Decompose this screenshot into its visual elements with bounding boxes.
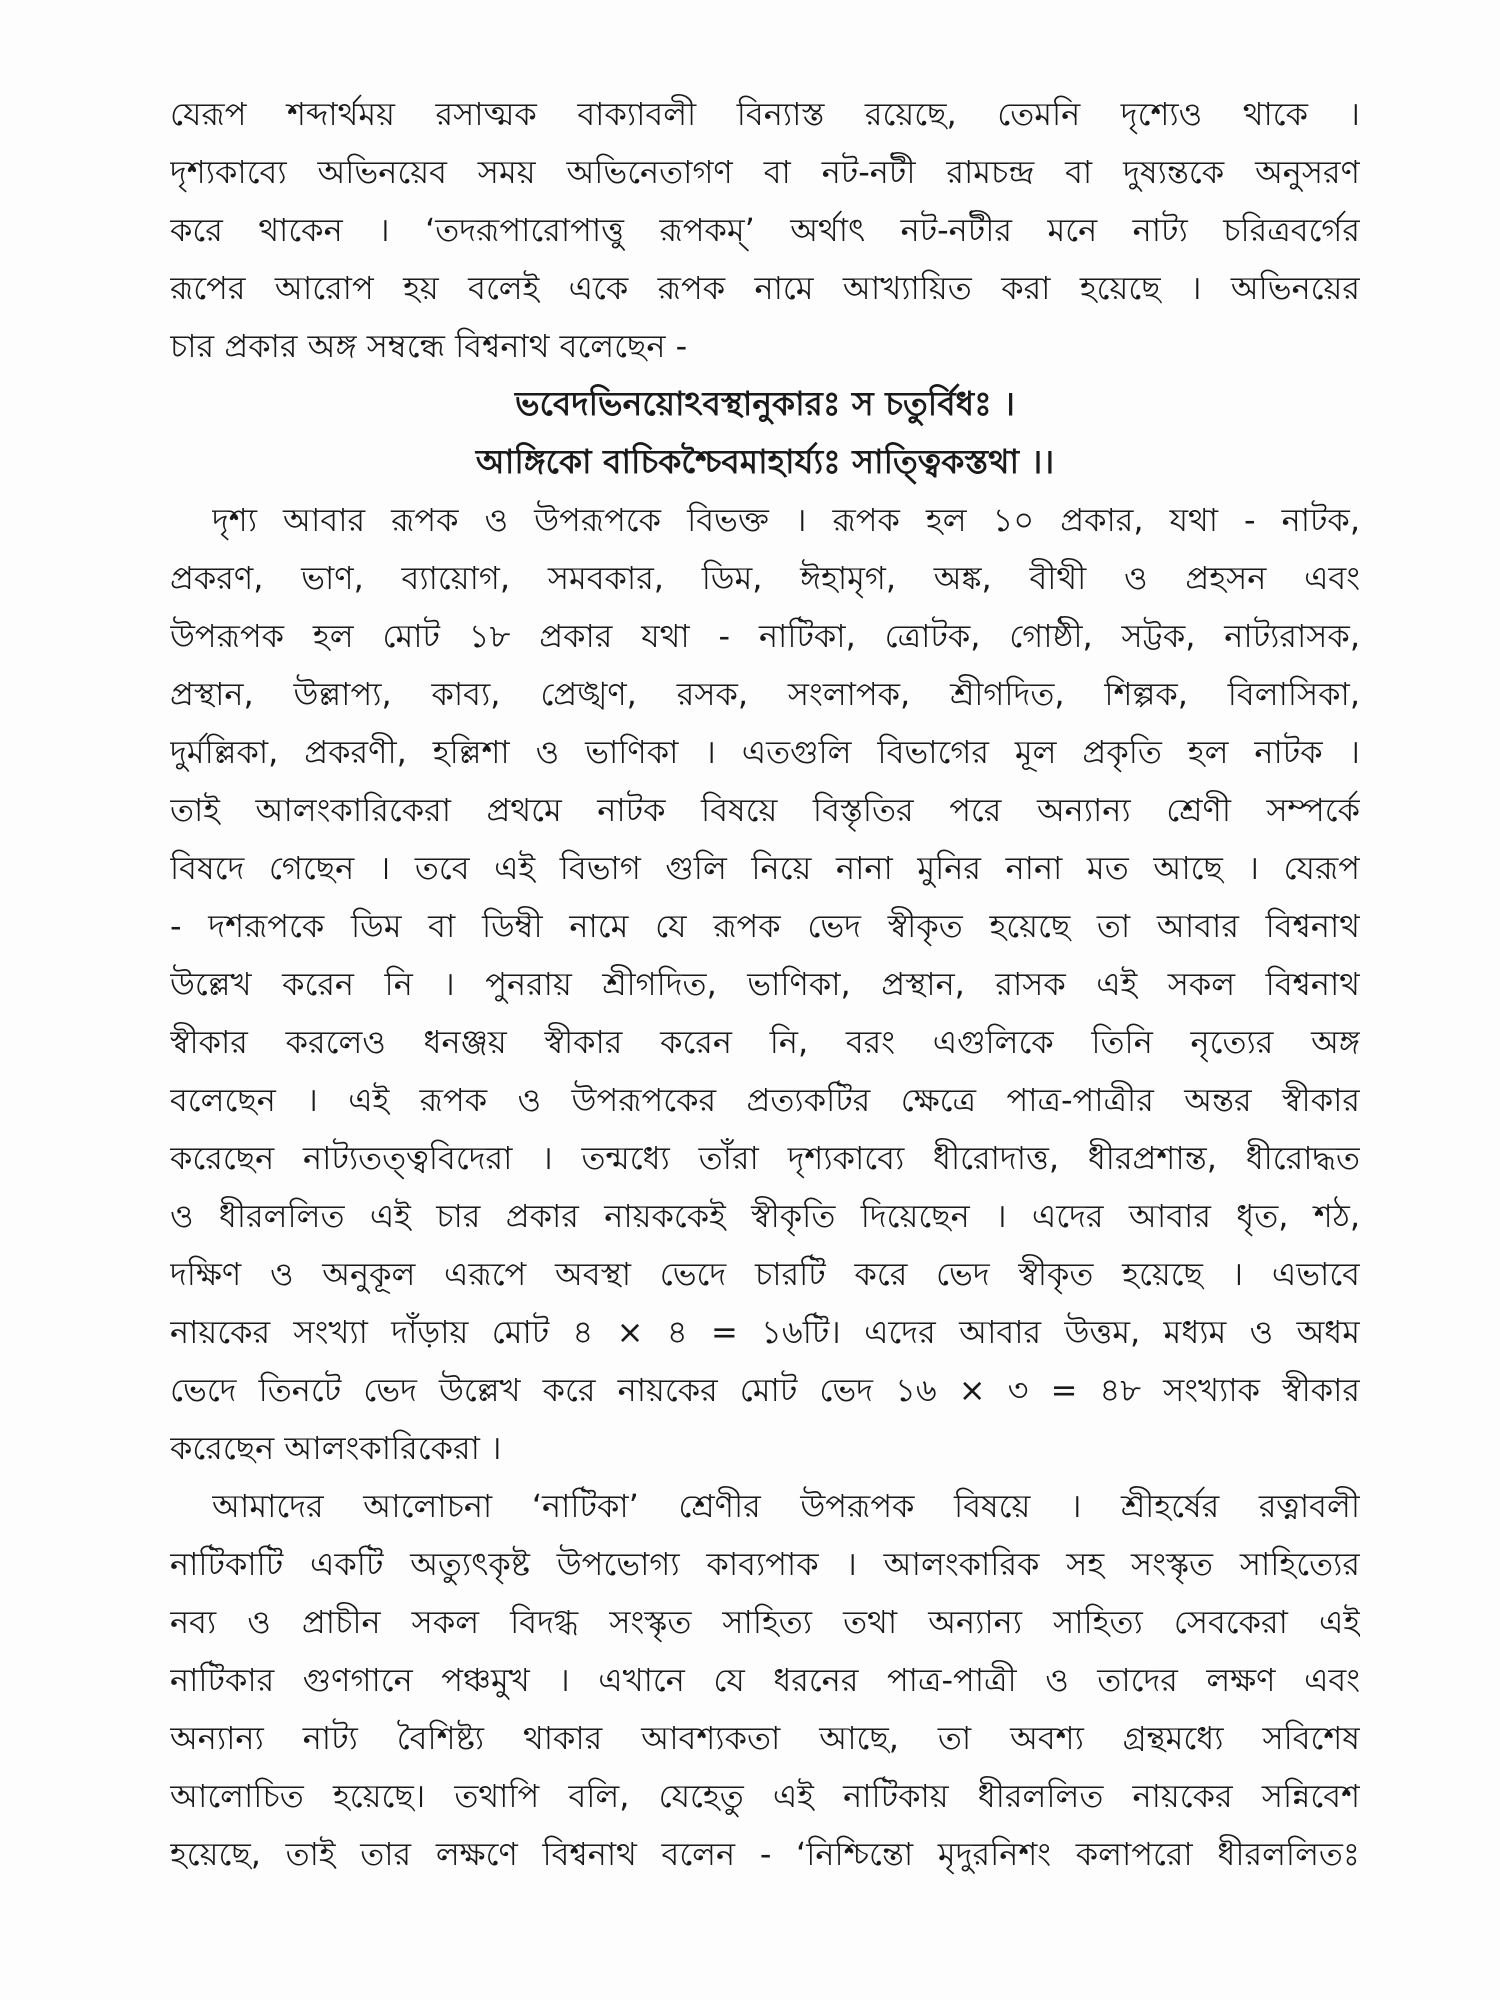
text-line: করেছেন আলংকারিকেরা ।	[170, 1429, 502, 1467]
text-line: ভেদে তিনটে ভেদ উল্লেখ করে নায়কের মোট ভেদ ১৬ × ৩ = ৪৮ সংখ্যাক স্বীকার	[170, 1371, 1360, 1409]
text-line: হয়েছে, তাই তার লক্ষণে বিশ্বনাথ বলেন - ‘নিশ্চিন্তো মৃদুরনিশং কলাপরো ধীরললিতঃ	[170, 1835, 1360, 1873]
text-line: স্বীকার করলেও ধনঞ্জয় স্বীকার করেন নি, বরং এগুলিকে তিনি নৃত্যের অঙ্গ	[170, 1023, 1360, 1061]
text-line: দৃশ্যকাব্যে অভিনয়েব সময় অভিনেতাগণ বা নট-নটী রামচন্দ্র বা দুষ্যন্তকে অনুসরণ	[170, 153, 1360, 191]
text-line: চার প্রকার অঙ্গ সম্বন্ধে বিশ্বনাথ বলেছেন -	[170, 327, 688, 365]
text-line: উপরূপক হল মোট ১৮ প্রকার যথা - নাটিকা, ত্রোটক, গোষ্ঠী, সট্টক, নাট্যরাসক,	[170, 617, 1360, 655]
text-line: যেরূপ শব্দার্থময় রসাত্মক বাক্যাবলী বিন্যাস্ত রয়েছে, তেমনি দৃশ্যেও থাকে ।	[170, 95, 1360, 133]
text-line: তাই আলংকারিকেরা প্রথমে নাটক বিষয়ে বিস্তৃতির পরে অন্যান্য শ্রেণী সম্পর্কে	[170, 791, 1360, 829]
text-line: বিষদে গেছেন । তবে এই বিভাগ গুলি নিয়ে নানা মুনির নানা মত আছে । যেরূপ	[170, 849, 1360, 887]
text-line: বলেছেন । এই রূপক ও উপরূপকের প্রত্যকটির ক্ষেত্রে পাত্র-পাত্রীর অন্তর স্বীকার	[170, 1081, 1360, 1119]
text-line: প্রকরণ, ভাণ, ব্যায়োগ, সমবকার, ডিম, ঈহামৃগ, অঙ্ক, বীথী ও প্রহসন এবং	[170, 559, 1360, 597]
text-line: উল্লেখ করেন নি । পুনরায় শ্রীগদিত, ভাণিকা, প্রস্থান, রাসক এই সকল বিশ্বনাথ	[170, 965, 1360, 1003]
text-line: করেছেন নাট্যতত্ত্ববিদেরা । তন্মধ্যে তাঁরা দৃশ্যকাব্যে ধীরোদাত্ত, ধীরপ্রশান্ত, ধীরোদ্ধত	[170, 1139, 1360, 1177]
paragraph-start-line: দৃশ্য আবার রূপক ও উপরূপকে বিভক্ত । রূপক হল ১০ প্রকার, যথা - নাটক,	[212, 501, 1360, 539]
text-line: রূপের আরোপ হয় বলেই একে রূপক নামে আখ্যায়িত করা হয়েছে । অভিনয়ের	[170, 269, 1360, 307]
text-line: আলোচিত হয়েছে। তথাপি বলি, যেহেতু এই নাটিকায় ধীরললিত নায়কের সন্নিবেশ	[170, 1777, 1360, 1815]
verse-line: ভবেদভিনয়োঽবস্থানুকারঃ স চতুর্বিধঃ ।	[515, 384, 1015, 423]
text-line: নাটিকাটি একটি অত্যুৎকৃষ্ট উপভোগ্য কাব্যপাক । আলংকারিক সহ সংস্কৃত সাহিত্যের	[170, 1545, 1360, 1583]
text-line: - দশরূপকে ডিম বা ডিম্বী নামে যে রূপক ভেদ স্বীকৃত হয়েছে তা আবার বিশ্বনাথ	[170, 907, 1360, 945]
text-line: অন্যান্য নাট্য বৈশিষ্ট্য থাকার আবশ্যকতা আছে, তা অবশ্য গ্রন্থমধ্যে সবিশেষ	[170, 1719, 1360, 1757]
text-line: করে থাকেন । ‘তদরূপারোপাত্তু রূপকম্’ অর্থাৎ নট-নটীর মনে নাট্য চরিত্রবর্গের	[170, 211, 1360, 249]
verse-line: আঙ্গিকো বাচিকশ্চৈবমাহার্য্যঃ সাত্ত্বিকস্তথা ।।	[475, 442, 1055, 481]
text-line: নায়কের সংখ্যা দাঁড়ায় মোট ৪ × ৪ = ১৬টি। এদের আবার উত্তম, মধ্যম ও অধম	[170, 1313, 1360, 1351]
text-line: প্রস্থান, উল্লাপ্য, কাব্য, প্রেঙ্খণ, রসক, সংলাপক, শ্রীগদিত, শিল্পক, বিলাসিকা,	[170, 675, 1360, 713]
text-line: দুর্মল্লিকা, প্রকরণী, হল্লিশা ও ভাণিকা । এতগুলি বিভাগের মূল প্রকৃতি হল নাটক ।	[170, 733, 1360, 771]
paragraph-start-line: আমাদের আলোচনা ‘নাটিকা’ শ্রেণীর উপরূপক বিষয়ে । শ্রীহর্ষের রত্নাবলী	[212, 1487, 1360, 1525]
text-line: ও ধীরললিত এই চার প্রকার নায়ককেই স্বীকৃতি দিয়েছেন । এদের আবার ধৃত, শঠ,	[170, 1197, 1360, 1235]
text-line: নাটিকার গুণগানে পঞ্চমুখ । এখানে যে ধরনের পাত্র-পাত্রী ও তাদের লক্ষণ এবং	[170, 1661, 1360, 1699]
text-line: দক্ষিণ ও অনুকূল এরূপে অবস্থা ভেদে চারটি করে ভেদ স্বীকৃত হয়েছে । এভাবে	[170, 1255, 1360, 1293]
text-line: নব্য ও প্রাচীন সকল বিদগ্ধ সংস্কৃত সাহিত্য তথা অন্যান্য সাহিত্য সেবকেরা এই	[170, 1603, 1360, 1641]
